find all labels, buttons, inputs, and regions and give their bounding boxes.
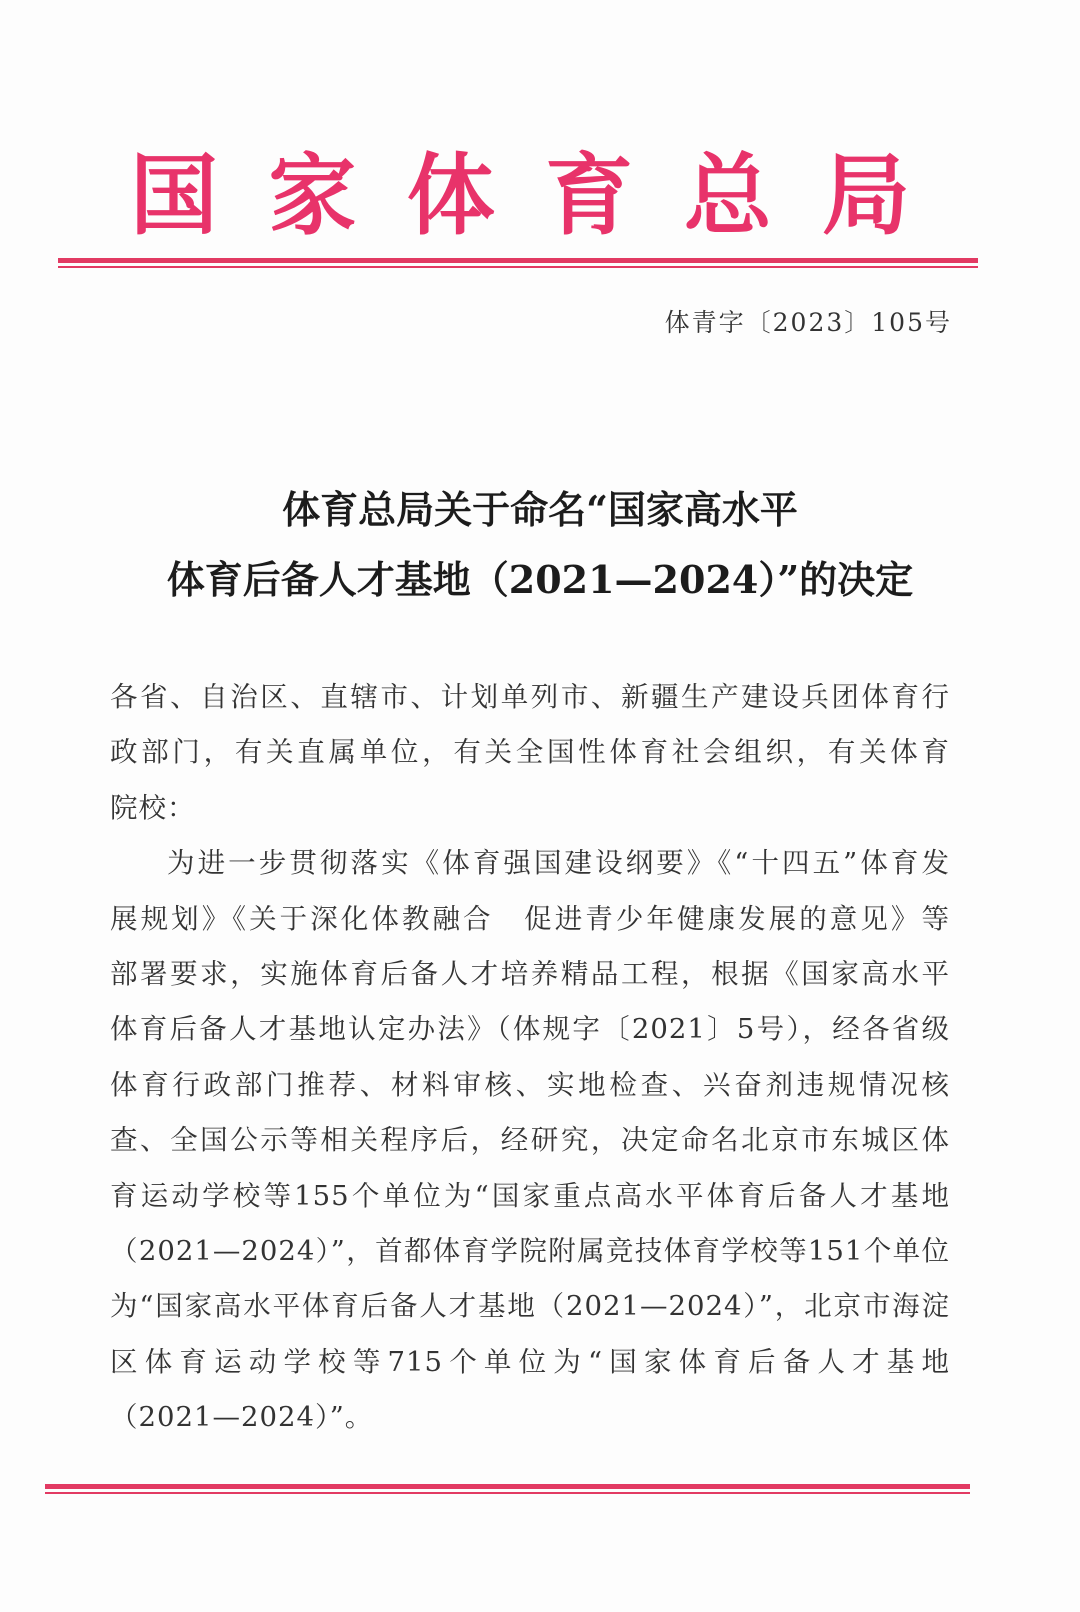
body-line: 体育行政部门推荐、材料审核、实地检查、兴奋剂违规情况核 bbox=[110, 1068, 950, 1101]
letterhead-char: 局 bbox=[821, 143, 910, 247]
body-line: 查、全国公示等相关程序后，经研究，决定命名北京市东城区体 bbox=[110, 1124, 950, 1157]
addressee-line: 政部门，有关直属单位，有关全国性体育社会组织，有关体育 bbox=[110, 736, 950, 769]
document-title bbox=[0, 475, 1080, 615]
body-line: 体育后备人才基地认定办法》（体规字〔2021〕5号），经各省级 bbox=[110, 1013, 950, 1046]
body-line: （2021—2024）”。 bbox=[110, 1401, 374, 1434]
body-line: 为进一步贯彻落实《体育强国建设纲要》《“十四五”体育发 bbox=[167, 847, 950, 880]
body-line: （2021—2024）”，首都体育学院附属竞技体育学校等151个单位 bbox=[110, 1235, 950, 1268]
letterhead-char: 国 bbox=[130, 143, 219, 247]
body-line: 区体育运动学校等715个单位为“国家体育后备人才基地 bbox=[110, 1345, 950, 1378]
document-body bbox=[110, 670, 950, 1446]
agency-letterhead bbox=[130, 140, 910, 250]
body-line: 育运动学校等155个单位为“国家重点高水平体育后备人才基地 bbox=[110, 1179, 950, 1212]
body-line: 展规划》《关于深化体教融合 促进青少年健康发展的意见》等 bbox=[110, 902, 950, 935]
letterhead-char: 体 bbox=[406, 143, 495, 247]
addressee-line: 各省、自治区、直辖市、计划单列市、新疆生产建设兵团体育行 bbox=[110, 681, 950, 713]
footer-divider bbox=[45, 1484, 970, 1494]
letterhead-char: 育 bbox=[545, 143, 634, 247]
document-number: 体青字〔2023〕105号 bbox=[664, 308, 952, 337]
letterhead-char: 家 bbox=[268, 143, 357, 247]
letterhead-divider bbox=[58, 258, 978, 268]
addressee-line: 院校： bbox=[110, 791, 196, 824]
letterhead-char: 总 bbox=[683, 143, 772, 247]
body-line: 部署要求，实施体育后备人才培养精品工程，根据《国家高水平 bbox=[110, 958, 950, 991]
body-line: 为“国家高水平体育后备人才基地（2021—2024）”，北京市海淀 bbox=[110, 1290, 950, 1323]
title-line-2: 体育后备人才基地（2021—2024）”的决定 bbox=[166, 557, 914, 602]
title-line-1: 体育总局关于命名“国家高水平 bbox=[282, 487, 798, 532]
